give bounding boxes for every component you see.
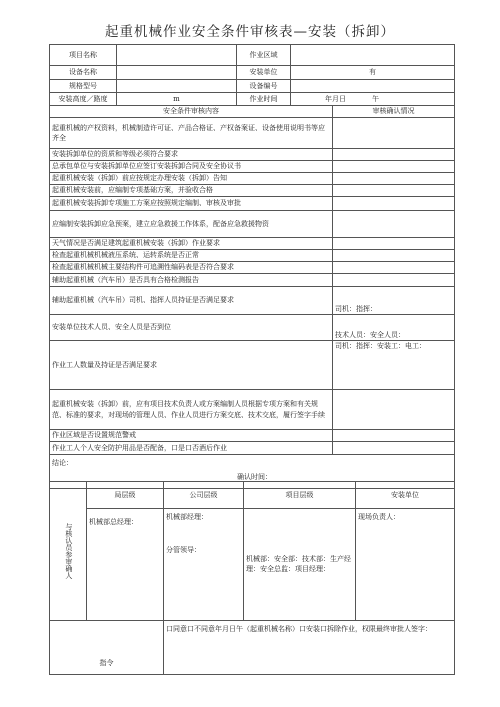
item-text: 起重机械安装前，应编制专项基础方案，并验收合格 [50,185,333,197]
work-area-label: 作业区域 [237,45,291,66]
item-text: 检查起重机械机械主要结构件可追溯性编码表是否符合要求 [50,262,333,274]
item-confirm[interactable] [333,250,455,262]
item-confirm[interactable] [333,262,455,274]
equipment-name-label: 设备名称 [50,66,117,80]
item-text: 安装拆卸单位的资质和等级必须符合要求 [50,149,333,161]
item-text: 安装单位技术人员、安全人员是否到位 [50,315,333,341]
signoff-table [49,481,455,675]
conclusion-label: 结论： [52,459,73,467]
work-area-value[interactable] [291,45,455,66]
item-text: 应编制安装拆卸应急预案，建立应急救援工作体系，配备应急救援物资 [50,211,333,238]
item-confirm[interactable] [333,238,455,250]
item-text: 总承包单位与安装拆卸单位应签订安装拆卸合同及安全协议书 [50,161,333,173]
project-name-label: 项目名称 [50,45,117,66]
item-confirm[interactable] [333,185,455,197]
install-sign-label: 现场负责人： [358,513,400,521]
item-confirm[interactable] [333,118,455,149]
directive-label: 指令 [50,621,164,675]
install-unit-header: 安装单位 [356,482,455,509]
table-row [50,262,455,274]
table-row [50,118,455,149]
item-confirm[interactable] [333,442,455,455]
equipment-no-label: 设备编号 [237,80,291,93]
safety-review-table [49,44,455,489]
table-row [50,274,455,287]
bureau-sign-cell[interactable] [87,509,164,621]
install-height-value[interactable] [117,93,237,106]
work-time-suffix: 午 [372,94,379,103]
item-text: 天气情况是否满足建筑起重机械安装（拆卸）作业要求 [50,238,333,250]
table-row [50,161,455,173]
company-level-header: 公司层级 [164,482,244,509]
confirm-time-label: 确认时间： [237,473,272,482]
company-sign-label-1: 机械部经理： [166,513,208,521]
table-row [50,197,455,211]
table-row [50,211,455,238]
item-confirm[interactable] [333,274,455,287]
install-sign-cell[interactable] [356,509,455,621]
table-row [50,250,455,262]
install-height-label: 安装高度／路度 [50,93,117,106]
table-row [50,173,455,185]
bureau-sign-label: 机械部总经理： [89,518,138,526]
project-sign-label: 机械部：安全部：技术部：生产经理：安全总监：项目经理： [246,555,351,574]
company-sign-cell[interactable] [164,509,244,621]
work-time-label: 作业时间 [237,93,291,106]
item-text: 作业工人个人安全防护用品是否配备，口是口否酒后作业 [50,442,333,455]
install-height-unit: m [173,94,180,103]
item-text: 作业工人数量及持证是否满足要求 [50,341,333,390]
item-confirm[interactable]: 司机：指挥：安装工：电工： [333,341,455,390]
install-unit-value[interactable]: 有 [291,66,455,80]
item-confirm[interactable] [333,390,455,430]
item-confirm[interactable] [333,430,455,442]
item-text: 作业区域是否设置规范警戒 [50,430,333,442]
item-confirm[interactable]: 司机：指挥： [333,287,455,315]
item-text: 检查起重机械机械液压系统、运转系统是否正常 [50,250,333,262]
table-row [50,149,455,161]
equipment-name-value[interactable] [117,66,237,80]
table-row [50,442,455,455]
table-row [50,287,455,315]
project-name-value[interactable] [117,45,237,66]
bureau-level-header: 局层级 [87,482,164,509]
project-level-header: 项目层级 [244,482,356,509]
item-confirm[interactable] [333,161,455,173]
item-confirm[interactable] [333,149,455,161]
item-confirm[interactable] [333,173,455,185]
table-row [50,390,455,430]
table-row [50,341,455,390]
company-sign-label-2: 分管领导： [166,546,201,555]
item-text: 辅助起重机械（汽车吊）是否具有合格检测报告 [50,274,333,287]
item-confirm[interactable] [333,211,455,238]
equipment-no-value[interactable] [291,80,455,93]
table-row [50,315,455,341]
item-text: 起重机械安装拆卸专项施工方案应按照规定编制、审核及审批 [50,197,333,211]
table-row [50,430,455,442]
install-unit-label: 安装单位 [237,66,291,80]
item-text: 起重机械安装（拆卸）前，应有项目技术负责人或方案编制人员根据专项方案和有关规范、标准的要求，对现场的管理人员、作业人员进行方案交底、技术交底，履行签字手续 [50,390,333,430]
directive-text[interactable]: 口同意口不同意年月日午（起重机械名称）口安装口拆除作业，权限最终审批人签字： [164,621,455,675]
item-text: 辅助起重机械（汽车吊）司机、指挥人员持证是否满足要求 [50,287,333,315]
confirm-header: 审核确认情况 [333,106,455,118]
page-title: 起重机械作业安全条件审核表—安装（拆卸） [105,24,395,40]
table-row [50,238,455,250]
item-text: 起重机械安装（拆卸）前应按规定办理安装（拆卸）告知 [50,173,333,185]
item-text: 起重机械的产权资料，机械制造许可证、产品合格证、产权备案证、设备使用说明书等应齐全 [50,118,333,149]
item-confirm[interactable]: 技术人员：安全人员： [333,315,455,341]
table-row [50,185,455,197]
signoff-side-label: 与核认员参审确人 [50,482,87,621]
content-header: 安全条件审核内容 [50,106,333,118]
work-time-date: 年月日 [325,94,346,103]
spec-model-label: 规格型号 [50,80,117,93]
project-sign-cell[interactable] [244,509,356,621]
work-time-value[interactable] [291,93,455,106]
spec-model-value[interactable] [117,80,237,93]
item-confirm[interactable] [333,197,455,211]
